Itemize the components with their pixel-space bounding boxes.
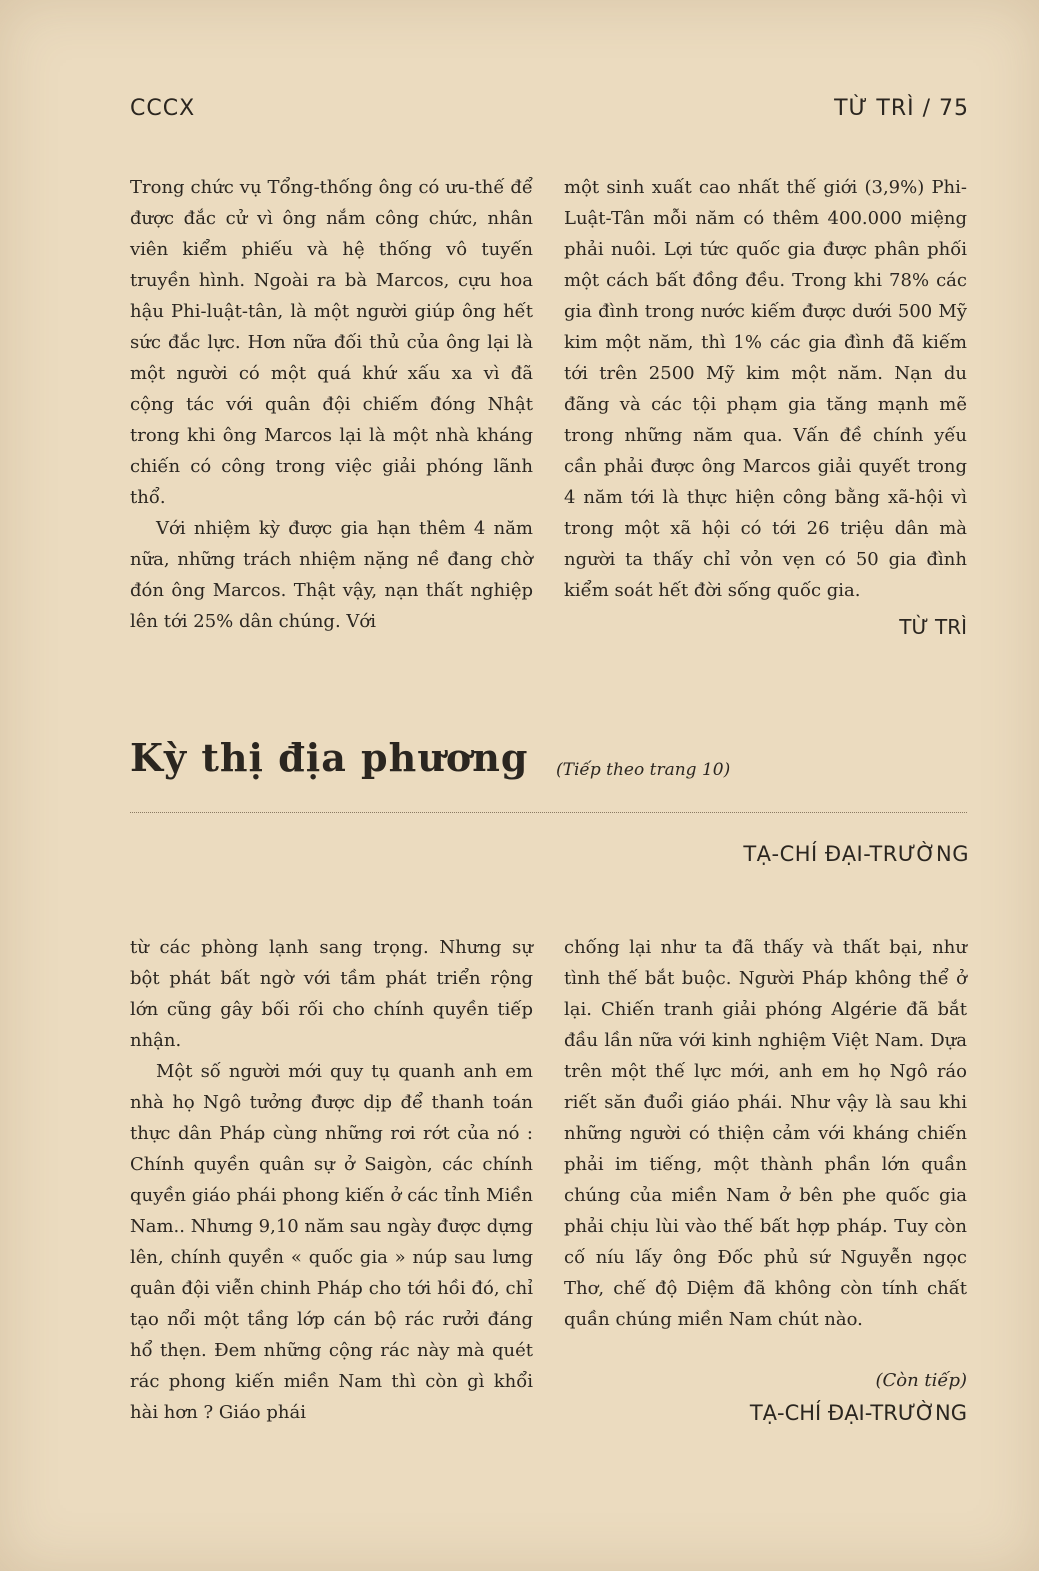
header-author-page: TỪ TRÌ / 75 [834,96,969,121]
article2-byline: TẠ-CHÍ ĐẠI-TRƯỜNG [743,842,969,866]
article2-signature: TẠ-CHÍ ĐẠI-TRƯỜNG [749,1401,967,1425]
article1-column-2 [564,172,967,643]
article1-signature: TỪ TRÌ [899,615,967,639]
article2-column-1 [130,932,533,1428]
article2-continuation-note: (Tiếp theo trang 10) [556,760,731,780]
paragraph: Trong chức vụ Tổng-thống ông có ưu-thế để được đắc cử vì ông nắm công chức, nhân viên kiểm phiếu và hệ thống vô tuyến truyền hình. Ngoài ra bà Marcos, cựu hoa hậu Phi-luật-tân, là một người giúp ông hết sức đắc lực. Hơn nữa đối thủ của ông lại là một người có một quá khứ xấu xa vì đã cộng tác với quân đội chiếm đóng Nhật trong khi ông Marcos lại là một nhà kháng chiến có công trong việc giải phóng lãnh thổ. [130,177,533,508]
section-divider [130,812,967,813]
header-section-code: CCCX [130,96,196,121]
to-be-continued-note: (Còn tiếp) [875,1370,967,1391]
article2-column-2 [564,932,967,1429]
paragraph: Với nhiệm kỳ được gia hạn thêm 4 năm nữa, những trách nhiệm nặng nề đang chờ đón ông Marcos. Thật vậy, nạn thất nghiệp lên tới 25% dân chúng. Với [130,518,533,632]
article2-title: Kỳ thị địa phương [130,735,529,780]
article1-column-1 [130,172,533,637]
paragraph: một sinh xuất cao nhất thế giới (3,9%) Phi-Luật-Tân mỗi năm có thêm 400.000 miệng phải nuôi. Lợi tức quốc gia được phân phối một cách bất đồng đều. Trong khi 78% các gia đình trong nước kiếm được dưới 500 Mỹ kim một năm, thì 1% các gia đình đã kiếm tới trên 2500 Mỹ kim một năm. Nạn du đãng và các tội phạm gia tăng mạnh mẽ trong những năm qua. Vấn đề chính yếu cần phải được ông Marcos giải quyết trong 4 năm tới là thực hiện công bằng xã-hội vì trong một xã hội có tới 26 triệu dân mà người ta thấy chỉ vỏn vẹn có 50 gia đình kiểm soát hết đời sống quốc gia. [564,177,967,601]
paragraph: chống lại như ta đã thấy và thất bại, như tình thế bắt buộc. Người Pháp không thể ở lại. Chiến tranh giải phóng Algérie đã bắt đầu lần nữa với kinh nghiệm Việt Nam. Dựa trên một thế lực mới, anh em họ Ngô ráo riết săn đuổi giáo phái. Như vậy là sau khi những người có thiện cảm với kháng chiến phải im tiếng, một thành phần lớn quần chúng của miền Nam ở bên phe quốc gia phải chịu lùi vào thế bất hợp pháp. Tuy còn cố níu lấy ông Đốc phủ sứ Nguyễn ngọc Thơ, chế độ Diệm đã không còn tính chất quần chúng miền Nam chút nào. [564,937,967,1330]
paragraph: Một số người mới quy tụ quanh anh em nhà họ Ngô tưởng được dịp để thanh toán thực dân Pháp cùng những rơi rớt của nó : Chính quyền quân sự ở Saigòn, các chính quyền giáo phái phong kiến ở các tỉnh Miền Nam.. Nhưng 9,10 năm sau ngày được dựng lên, chính quyền « quốc gia » núp sau lưng quân đội viễn chinh Pháp cho tới hồi đó, chỉ tạo nổi một tầng lớp cán bộ rác rưởi đáng hổ thẹn. Đem những cộng rác này mà quét rác phong kiến miền Nam thì còn gì khổi hài hơn ? Giáo phái [130,1061,533,1423]
paragraph: từ các phòng lạnh sang trọng. Nhưng sự bột phát bất ngờ với tầm phát triển rộng lớn cũng gây bối rối cho chính quyền tiếp nhận. [130,937,533,1051]
